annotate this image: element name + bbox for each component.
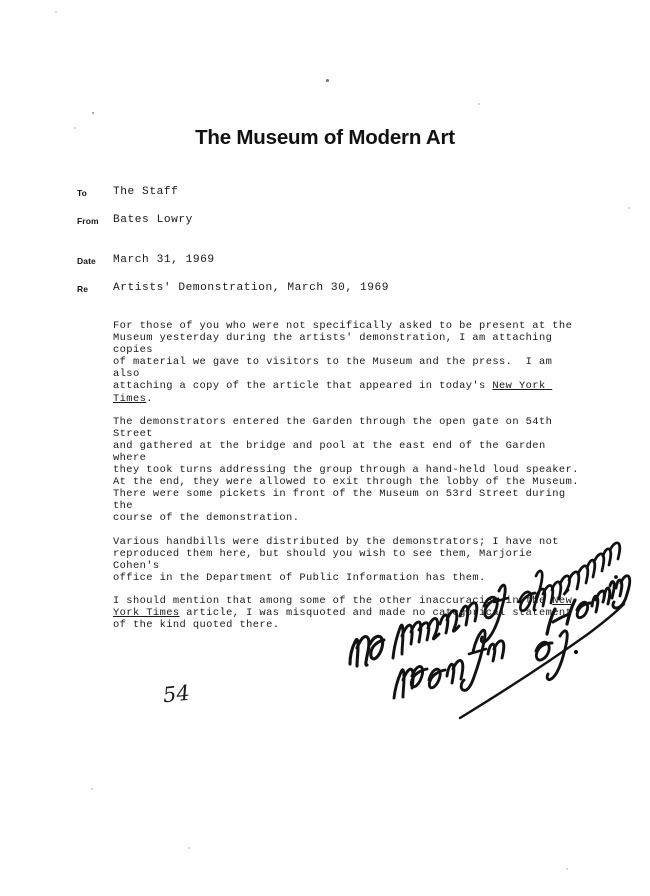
body-paragraph-2: The demonstrators entered the Garden through the open gate on 54th Street and gathered at the bridge and pool at the east end of the Garden where they took turns addressing the group through a hand-held loud speaker. At the end, they were allowed to exit through the lobby of the Museum. There were some pickets in front of the Museum on 53rd Street during the course of the demonstration. xyxy=(113,415,579,525)
memo-field-date xyxy=(77,254,537,282)
scan-speckle xyxy=(628,207,630,209)
paragraph-1-text-end: . xyxy=(146,392,153,405)
memo-label-to: To xyxy=(77,188,87,198)
memo-header-block xyxy=(77,186,537,310)
memo-value-re: Artists' Demonstration, March 30, 1969 xyxy=(113,282,390,294)
scan-speckle xyxy=(91,788,93,790)
memo-field-to xyxy=(77,186,537,214)
paragraph-4-text: I should mention that among some of the other inaccuracies in the xyxy=(113,594,553,607)
scan-speckle xyxy=(478,103,480,105)
letterhead-title: The Museum of Modern Art xyxy=(195,126,455,149)
page-number: 54 xyxy=(161,680,191,708)
body-paragraph-1 xyxy=(113,320,583,405)
scan-speckle xyxy=(55,11,57,13)
memo-label-from: From xyxy=(77,216,99,226)
memo-value-from: Bates Lowry xyxy=(113,214,193,226)
paragraph-1-publication-name: New York Times xyxy=(113,380,553,405)
scan-speckle xyxy=(188,847,190,849)
paragraph-4-publication-name-line1: New xyxy=(552,594,573,607)
paragraph-1-text: For those of you who were not specifically asked to be present at the Museum yesterday during the artists' demonstration, I am attaching copies of material we gave to visitors to the Museum and the press. I am also attaching a copy of the article that appeared in today's xyxy=(113,320,573,393)
memo-value-date: March 31, 1969 xyxy=(113,254,215,266)
memo-body xyxy=(113,320,583,631)
paragraph-4-publication-name-line2: York Times xyxy=(113,606,180,619)
scan-speckle xyxy=(92,112,94,114)
memo-label-re: Re xyxy=(77,284,89,294)
scan-speckle xyxy=(566,868,568,870)
memo-field-from xyxy=(77,214,537,242)
body-paragraph-3: Various handbills were distributed by the demonstrators; I have not reproduced them here, but should you wish to see them, Marjorie Cohen's office in the Department of Public Information has them. xyxy=(113,535,559,584)
body-paragraph-4 xyxy=(113,595,583,631)
memo-field-re xyxy=(77,282,537,310)
memo-label-date: Date xyxy=(77,256,96,266)
paragraph-4-text-end: article, I was misquoted and made no categorical statement of the kind quoted there. xyxy=(113,606,573,632)
scan-speckle xyxy=(326,79,329,82)
memo-value-to: The Staff xyxy=(113,186,179,198)
